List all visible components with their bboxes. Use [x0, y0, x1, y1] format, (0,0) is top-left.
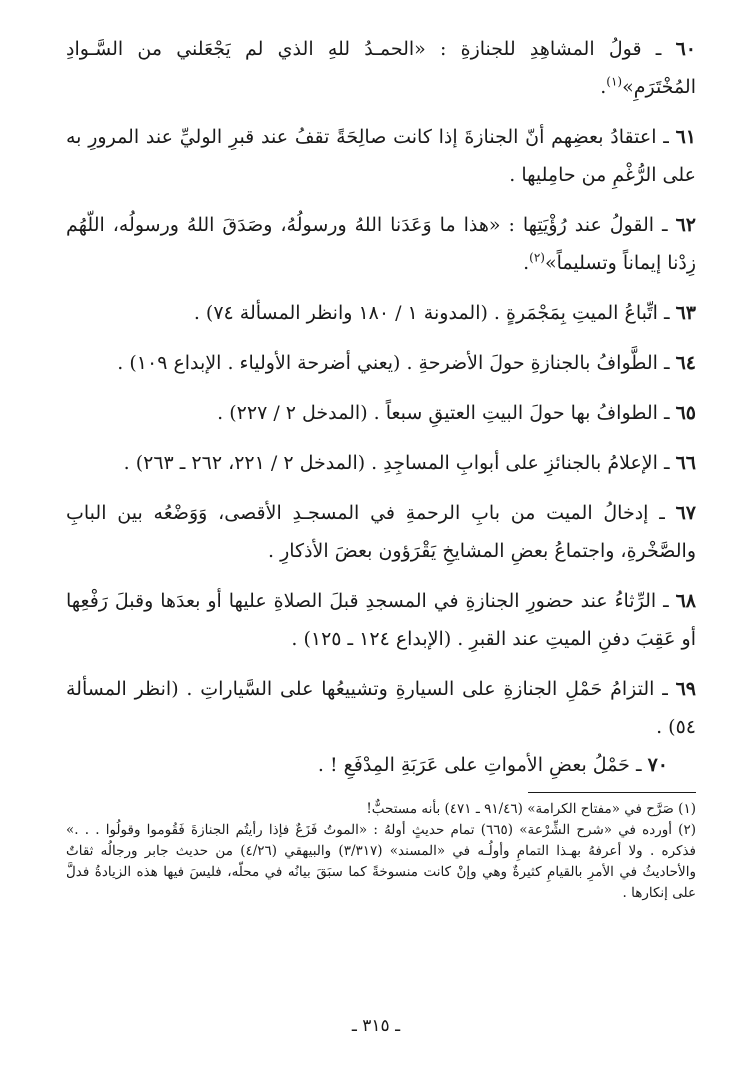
item-text: ـ الطَّوافُ بالجنازةِ حولَ الأضرحةِ . (يعني أضرحة الأولياء . الإبداع ١٠٩) . [117, 352, 676, 374]
item-text: ـ الطوافُ بها حولَ البيتِ العتيقِ سبعاً . (المدخل ٢ / ٢٢٧) . [217, 402, 676, 424]
footnote: (٢) أورده في «شرح الشِّرْعة» (٦٦٥) تمام حديثٍ أولهُ : «الموتُ فَزَعٌ فإذا رأيتُم الجنازةَ فَقُوموا وقولُوا . . .» فذكره . ولا أعرفهُ بهـذا التمامِ وأولُـه في «المسند» (٣/٣١٧) والبيهقي (٤/٢٦) من حديث جابر ورجالُه ثقاتٌ والأحاديثُ في الأمرِ بالقيامِ كثيرةٌ وهي وإنْ كانت منسوخةً كما سبَقَ بيانُه في محلّه، فليسَ فيها هذه الزيادةُ فدلَّ على إنكارها . [66, 822, 697, 901]
item-number: ٦٨ [675, 590, 696, 612]
item-text: ـ اتِّباعُ الميتِ بِمَجْمَرةٍ . (المدونة ١ / ١٨٠ وانظر المسألة ٧٤) . [193, 302, 676, 324]
page-body [66, 30, 696, 904]
item-number: ٦٠ [675, 38, 696, 60]
page-number: ـ ٣١٥ ـ [351, 1016, 401, 1036]
list-item [66, 494, 696, 570]
item-text: ـ حَمْلُ بعضِ الأمواتِ على عَرَبَةِ المِدْفَعِ ! . [317, 754, 648, 776]
list-item [66, 670, 696, 746]
list-item [66, 344, 696, 382]
list-item [66, 444, 696, 482]
list-item [66, 746, 696, 784]
footnote-ref[interactable]: (١) [606, 74, 623, 89]
list-item [66, 582, 696, 658]
list-item [66, 118, 696, 194]
item-number: ٦١ [675, 126, 696, 148]
list-item [66, 206, 696, 282]
list-item [66, 30, 696, 106]
item-text: ـ إدخالُ الميت من بابِ الرحمةِ في المسجـدِ الأقصى، وَوَضْعُه بين البابِ والصَّخْرةِ، واجتماعُ بعضِ المشايخِ يَقْرَؤون بعضَ الأذكارِ . [66, 502, 696, 562]
item-text: ـ الرِّثاءُ عند حضورِ الجنازةِ في المسجدِ قبلَ الصلاةِ عليها أو بعدَها وقبلَ رَفْعِها أو عَقِبَ دفنِ الميتِ عند القبرِ . (الإبداع ١٢٤ ـ ١٢٥) . [66, 590, 696, 650]
item-tail: . [600, 76, 607, 98]
item-number: ٦٢ [675, 214, 696, 236]
item-number: ٦٥ [675, 402, 696, 424]
item-number: ٦٣ [675, 302, 696, 324]
footnote: (١) صَرَّح في «مفتاح الكرامة» (٩١/٤٦ ـ ٤٧١) بأنه مستحبٌّ! [366, 801, 696, 817]
item-text: ـ الإعلامُ بالجنائزِ على أبوابِ المساجِدِ . (المدخل ٢ / ٢٢١، ٢٦٢ ـ ٢٦٣) . [123, 452, 676, 474]
item-number: ٦٩ [675, 678, 696, 700]
item-number: ٧٠ [647, 754, 668, 776]
item-text: ـ التزامُ حَمْلِ الجنازةِ على السيارةِ وتشييعُها على السَّياراتِ . (انظر المسألة ٥٤) . [66, 678, 696, 738]
item-text: ـ القولُ عند رُؤْيَتِها : «هذا ما وَعَدَنا اللهُ ورسولُهُ، وصَدَقَ اللهُ ورسولُه، اللّهُم زِدْنا إيماناً وتسليماً» [66, 214, 696, 274]
footnotes [66, 799, 696, 904]
list-item [66, 294, 696, 332]
item-number: ٦٦ [675, 452, 696, 474]
item-number: ٦٧ [675, 502, 696, 524]
item-tail: . [523, 252, 530, 274]
item-number: ٦٤ [675, 352, 696, 374]
item-text: ـ اعتقادُ بعضِهم أنّ الجنازةَ إذا كانت صالِحَةً تقفُ عند قبرِ الوليِّ عند المرورِ به على الرُّغْمِ من حامِليها . [66, 126, 696, 186]
item-text: ـ قولُ المشاهِدِ للجنازةِ : «الحمـدُ للهِ الذي لم يَجْعَلني من السَّـوادِ المُخْتَرَمِ» [66, 38, 696, 98]
footnote-divider [528, 792, 696, 793]
footnote-ref[interactable]: (٢) [529, 250, 545, 265]
list-item [66, 394, 696, 432]
